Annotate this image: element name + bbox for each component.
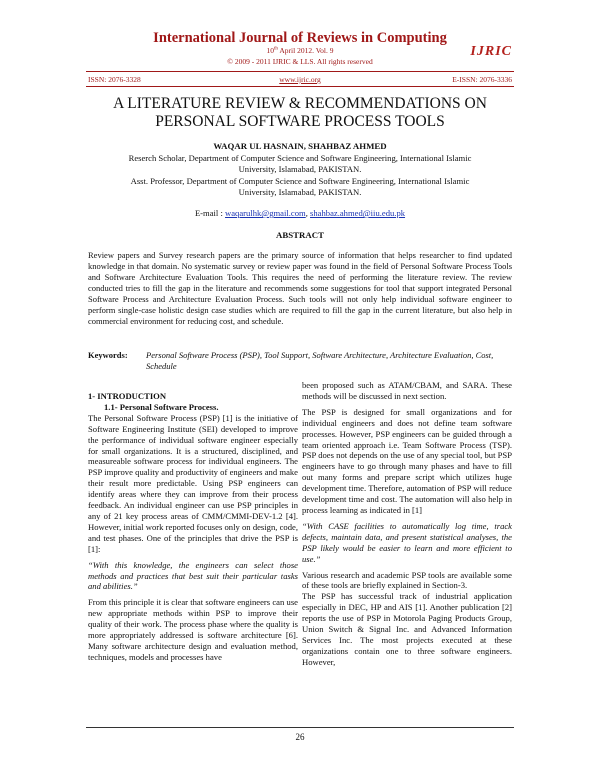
email-line: E-mail : waqarulhk@gmail.com, shahbaz.ahmed@iiu.edu.pk <box>194 208 406 218</box>
eissn: E-ISSN: 2076-3336 <box>452 75 512 84</box>
affiliation-1: Reserch Scholar, Department of Computer Science and Software Engineering, International Islamic University, Islamabad, PAKISTAN. <box>128 153 472 174</box>
section-heading: 1- INTRODUCTION <box>88 391 167 401</box>
quote: “With this knowledge, the engineers can select those methods and practices that best suit their particular tasks and abilities.” <box>88 559 298 592</box>
issn: ISSN: 2076-3328 <box>88 75 141 84</box>
paragraph: From this principle it is clear that software engineers can use new appropriate methods within PSP to improve their quality of their work. The process phase where the quality is more appropriately addressed is software architecture [6]. Many software architecture design and evaluation method, techniques, models and processes have <box>88 597 298 662</box>
keywords-label: Keywords: <box>88 350 128 360</box>
paragraph: Various research and academic PSP tools are available some of these tools are briefly explained in Section-3. <box>302 569 512 591</box>
paragraph: The Personal Software Process (PSP) [1] is the initiative of Software Engineering Institute (SEI) developed to improve the performance of individual software engineer especially for small organizations. It is a structured, disciplined, and measureable software process for individual engineers. The PSP improve quality and productivity of engineers and make their result more predictable. Using PSP engineers can identify areas where they can improve from their process feedback. An individual engineer can use PSP principles in any of 21 key process areas of CMM/CMMI-DEV-1.2 [4]. However, initial work reported focuses only on design, code, and test phases. One of the principles that drive the PSP is [1]: <box>88 412 298 554</box>
paper-title: A LITERATURE REVIEW & RECOMMENDATIONS ON PERSONAL SOFTWARE PROCESS TOOLS <box>113 95 487 130</box>
affiliation-2: Asst. Professor, Department of Computer Science and Software Engineering, International Islamic University, Islamabad, PAKISTAN. <box>130 176 470 197</box>
journal-title: International Journal of Reviews in Computing <box>153 30 447 46</box>
abstract-heading: ABSTRACT <box>276 230 324 240</box>
ijric-logo: IJRIC <box>470 44 512 59</box>
authors: WAQAR UL HASNAIN, SHAHBAZ AHMED <box>213 141 387 151</box>
keywords-text: Personal Software Process (PSP), Tool Support, Software Architecture, Architecture Evaluation, Cost, Schedule <box>146 350 494 371</box>
email-link-1[interactable]: waqarulhk@gmail.com <box>225 208 306 218</box>
website-link[interactable]: www.ijric.org <box>279 75 321 84</box>
header-rule-top <box>86 71 514 72</box>
issue-date: 10th April 2012. Vol. 9 <box>266 46 334 55</box>
paragraph: The PSP has successful track of industrial application especially in DEC, HP and AIS [1]. Another publication [2] reports the use of PSP in Motorola Paging Products Group, Union Switch & Signal Inc. and Advanced Information Services Inc. The most projects executed at these organizations contain one to three software engineers. However, <box>302 591 512 667</box>
copyright-line: © 2009 - 2011 IJRIC & LLS. All rights reserved <box>227 57 373 66</box>
page-number: 26 <box>295 732 305 742</box>
email-link-2[interactable]: shahbaz.ahmed@iiu.edu.pk <box>310 208 406 218</box>
paragraph: The PSP is designed for small organizations and for individual engineers and does not define team software processes. However, PSP engineers can be guided through a team oriented approach i.e. Team Software Process (TSP). PSP does not depends on the use of any special tool, but PSP engineers have to go through many phases and have to fill out many forms and prepare script which utilizes huge development time. Therefore, automation of PSP will reduce development time and cost. The automation will also help in process learning as indicated in [1] <box>302 406 512 515</box>
quote: “With CASE facilities to automatically log time, track defects, maintain data, and present statistical analyses, the PSP likely would be easier to learn and more efficient to use.” <box>302 520 512 564</box>
header-rule-bottom <box>86 86 514 87</box>
left-column <box>88 391 298 668</box>
subsection-heading: 1.1- Personal Software Process. <box>104 401 219 412</box>
footer-rule <box>86 727 514 728</box>
abstract-text: Review papers and Survey research papers are the primary source of information that helps researcher to find updated knowledge in that domain. No systematic survey or review paper was found in the field of Personal Software Process Tools and Software Architecture Evaluation Tools. This requires the need of performing the literature review. The review conducted tries to fill the gap in the literature and recommends some suggestions for tool that support integrated Personal Software Process and Architecture Evaluation Process. Such tools will not only help individual software engineer to perform single-case holistic design case studies which are required to fill the gap in the current literature, but also help in commercial environment for reducing cost, and schedule. <box>88 250 512 326</box>
right-column <box>302 380 512 673</box>
paragraph: been proposed such as ATAM/CBAM, and SARA. These methods will be discussed in next section. <box>302 380 512 401</box>
